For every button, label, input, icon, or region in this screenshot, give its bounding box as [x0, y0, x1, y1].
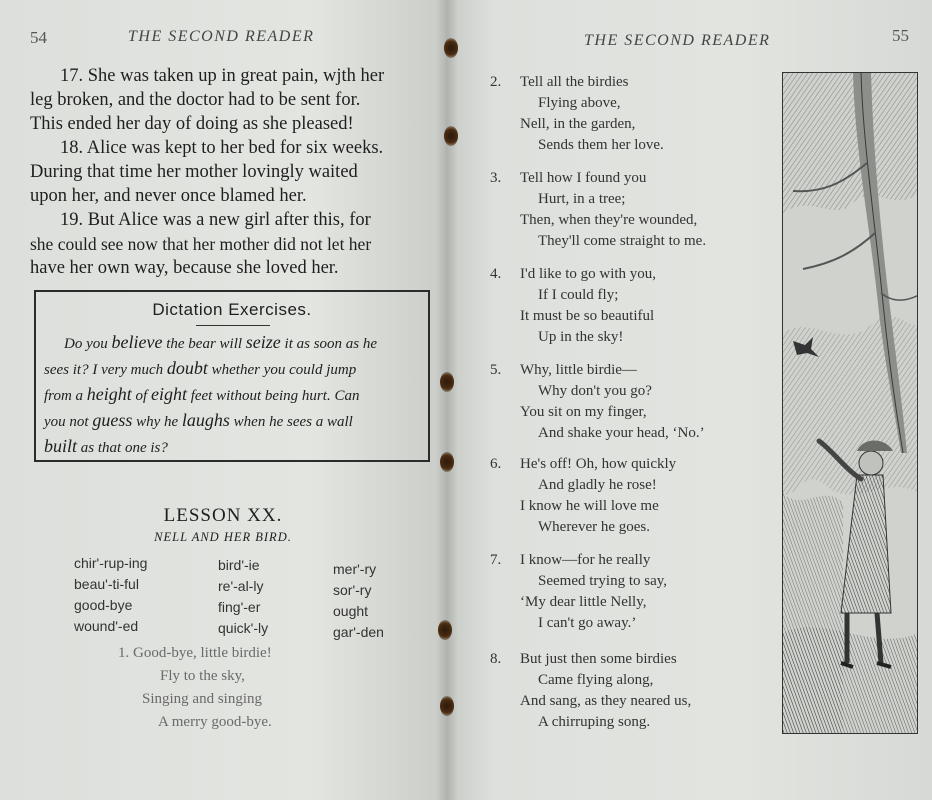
spelling-word: mer'-ry	[333, 561, 377, 577]
dictation-box	[34, 290, 430, 462]
poem-line: Singing and singing	[142, 691, 263, 707]
text-line: 18. Alice was kept to her bed for six weeks.	[60, 138, 384, 158]
dictation-keyword: laughs	[181, 410, 230, 430]
poem-line: I know he will love me	[520, 498, 659, 514]
stanza-5	[492, 360, 705, 444]
stanza-4	[492, 264, 656, 348]
text-line: upon her, and never once blamed her.	[30, 186, 307, 206]
poem-line: Why, little birdie—	[520, 362, 637, 378]
poem-line: Came flying along,	[538, 672, 654, 688]
binding-hole	[440, 372, 454, 392]
lesson-title: LESSON XX.	[163, 505, 283, 526]
spelling-word: sor'-ry	[333, 582, 372, 598]
stanza-number: 5.	[490, 362, 502, 378]
poem-line: I'd like to go with you,	[520, 266, 657, 282]
poem-line: ‘My dear little Nelly,	[520, 594, 647, 610]
dictation-fragment: Do you	[64, 336, 112, 352]
spelling-word: wound'-ed	[74, 618, 139, 634]
stanza-6	[492, 454, 676, 538]
spelling-word: good-bye	[74, 597, 133, 613]
stanza-number: 2.	[490, 74, 502, 90]
poem-line: And gladly he rose!	[538, 477, 657, 493]
poem-line: A merry good-bye.	[158, 714, 272, 730]
illustration-girl-with-bird	[782, 72, 918, 734]
page-number-left: 54	[30, 28, 47, 47]
dictation-keyword: eight	[150, 384, 187, 404]
poem-line: Tell all the birdies	[520, 74, 629, 90]
poem-line: Up in the sky!	[538, 329, 624, 345]
poem-line: Sends them her love.	[538, 137, 664, 153]
poem-line: You sit on my finger,	[520, 404, 647, 420]
paragraph-17	[30, 64, 434, 136]
stanza-7	[492, 550, 667, 634]
stanza-number: 8.	[490, 651, 502, 667]
left-page	[0, 0, 446, 800]
spelling-word: chir'-rup-ing	[74, 555, 148, 571]
spelling-word: re'-al-ly	[218, 578, 264, 594]
text-line: This ended her day of doing as she pleased!	[30, 114, 354, 134]
stanza-2	[492, 72, 664, 156]
dictation-title: Dictation Exercises.	[152, 300, 312, 319]
text-line: have her own way, because she loved her.	[30, 258, 339, 278]
poem-line: Why don't you go?	[538, 383, 652, 399]
spelling-word: fing'-er	[218, 599, 261, 615]
binding-hole	[444, 126, 458, 146]
poem-line: If I could fly;	[538, 287, 619, 303]
spelling-word: ought	[333, 603, 369, 619]
dictation-line	[44, 356, 420, 382]
engraving-icon	[783, 73, 918, 734]
text-line: she could see now that her mother did not let her	[30, 234, 372, 254]
dictation-keyword: doubt	[166, 358, 208, 378]
poem-line: He's off! Oh, how quickly	[520, 456, 677, 472]
poem-line: Then, when they're wounded,	[520, 212, 698, 228]
spelling-word: beau'-ti-ful	[74, 576, 139, 592]
poem-line: A chirruping song.	[538, 714, 651, 730]
dictation-text	[44, 330, 420, 460]
dictation-fragment: whether you could jump	[207, 362, 357, 378]
stanza-8	[492, 649, 691, 733]
dictation-fragment: you not	[44, 414, 93, 430]
dictation-fragment: as that one is?	[77, 440, 168, 456]
spelling-column-2	[218, 555, 268, 639]
poem-line: Wherever he goes.	[538, 519, 651, 535]
stanza-number: 6.	[490, 456, 502, 472]
text-line: leg broken, and the doctor had to be sent for.	[30, 90, 361, 110]
dictation-fragment: sees it? I very much	[44, 362, 167, 378]
dictation-fragment: of	[131, 388, 151, 404]
stanza-number: 3.	[490, 170, 502, 186]
dictation-keyword: height	[86, 384, 132, 404]
dictation-keyword: believe	[111, 332, 163, 352]
poem-line: I can't go away.’	[538, 615, 637, 631]
binding-hole	[440, 452, 454, 472]
poem-line: 1. Good-bye, little birdie!	[118, 645, 272, 661]
stanza-number: 7.	[490, 552, 502, 568]
text-line: 17. She was taken up in great pain, wjth her	[60, 66, 385, 86]
binding-hole	[440, 696, 454, 716]
page-number-right: 55	[892, 26, 909, 45]
poem-line: Tell how I found you	[520, 170, 647, 186]
lesson-subtitle: NELL AND HER BIRD.	[154, 530, 292, 544]
poem-line: And shake your head, ‘No.’	[538, 425, 705, 441]
dictation-line	[44, 382, 420, 408]
running-head-left: THE SECOND READER	[128, 28, 315, 45]
spelling-word: bird'-ie	[218, 557, 260, 573]
spelling-column-1	[74, 553, 147, 637]
binding-hole	[444, 38, 458, 58]
book-gutter	[436, 0, 458, 800]
stanza-1	[118, 642, 272, 734]
spelling-column-3	[333, 559, 384, 643]
poem-line: Seemed trying to say,	[538, 573, 668, 589]
poem-line: Hurt, in a tree;	[538, 191, 626, 207]
dictation-fragment: when he sees a wall	[229, 414, 353, 430]
poem-line: Flying above,	[538, 95, 621, 111]
running-head-right: THE SECOND READER	[584, 32, 771, 49]
paragraph-18	[30, 136, 434, 208]
stanza-3	[492, 168, 706, 252]
stanza-number: 4.	[490, 266, 502, 282]
text-line: 19. But Alice was a new girl after this, for	[60, 210, 371, 230]
poem-line: Fly to the sky,	[160, 668, 245, 684]
dictation-fragment: why he	[132, 414, 182, 430]
dictation-fragment: feet without being hurt. Can	[186, 388, 360, 404]
dictation-keyword: built	[44, 436, 78, 456]
poem-line: I know—for he really	[520, 552, 651, 568]
dictation-fragment: it as soon as he	[280, 336, 378, 352]
dictation-rule	[196, 325, 270, 326]
dictation-line	[44, 330, 420, 356]
text-line: During that time her mother lovingly waited	[30, 162, 358, 182]
dictation-line	[44, 408, 420, 434]
paragraph-19	[30, 208, 434, 280]
dictation-keyword: guess	[92, 410, 133, 430]
dictation-keyword: seize	[245, 332, 281, 352]
dictation-fragment: from a	[44, 388, 87, 404]
dictation-fragment: the bear will	[162, 336, 246, 352]
binding-hole	[438, 620, 452, 640]
poem-line: Nell, in the garden,	[520, 116, 636, 132]
spelling-word: gar'-den	[333, 624, 384, 640]
poem-line: And sang, as they neared us,	[520, 693, 692, 709]
poem-line: They'll come straight to me.	[538, 233, 707, 249]
poem-line: It must be so beautiful	[520, 308, 655, 324]
poem-line: But just then some birdies	[520, 651, 677, 667]
dictation-line	[44, 434, 420, 460]
spelling-word: quick'-ly	[218, 620, 269, 636]
